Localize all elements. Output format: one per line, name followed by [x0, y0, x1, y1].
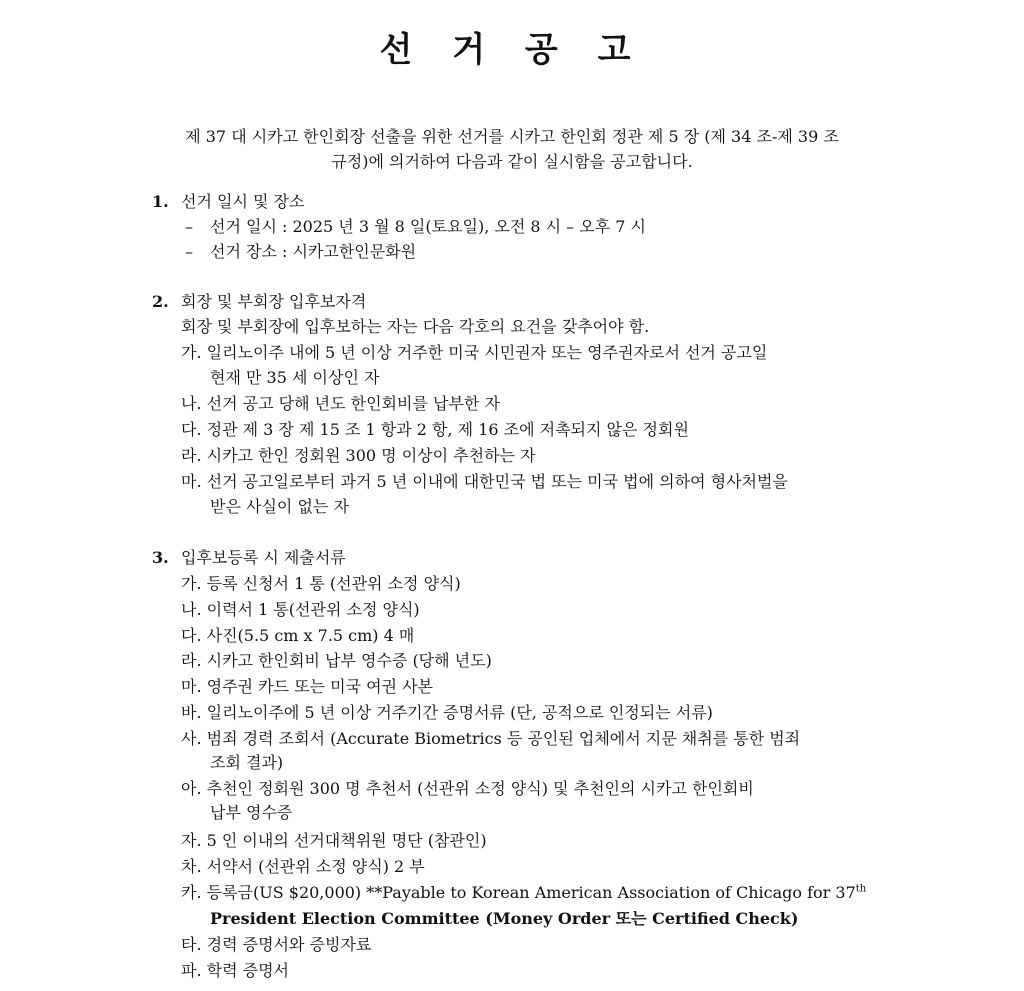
- intro-line-1: 제 37 대 시카고 한인회장 선출을 위한 선거를 시카고 한인회 정관 제 5 장 (제 34 조-제 39 조: [185, 127, 839, 146]
- document-cha: 차. 서약서 (선관위 소정 양식) 2 부: [181, 857, 425, 876]
- document-ka: [181, 880, 866, 905]
- document-pa: 파. 학력 증명서: [181, 961, 289, 980]
- document-ra: 라. 시카고 한인회비 납부 영수증 (당해 년도): [181, 651, 492, 670]
- document-ja: 자. 5 인 이내의 선거대책위원 명단 (참관인): [181, 831, 487, 850]
- document-sa-cont: 조회 결과): [210, 753, 284, 772]
- registration-fee: 카. 등록금(US $20,000) **Payable to Korean American Association of Chicago for 37: [181, 883, 856, 902]
- document-ga: 가. 등록 신청서 1 통 (선관위 소정 양식): [181, 574, 461, 593]
- document-ba: 바. 일리노이주에 5 년 이상 거주기간 증명서류 (단, 공적으로 인정되는 서류): [181, 703, 713, 722]
- section-1-heading: 선거 일시 및 장소: [181, 192, 305, 211]
- intro-line-2: 규정)에 의거하여 다음과 같이 실시함을 공고합니다.: [331, 152, 693, 171]
- document-sa: 사. 범죄 경력 조회서 (Accurate Biometrics 등 공인된 업체에서 지문 채취를 통한 범죄: [181, 729, 801, 748]
- requirement-ma-cont: 받은 사실이 없는 자: [210, 497, 349, 516]
- requirement-ga: 가. 일리노이주 내에 5 년 이상 거주한 미국 시민권자 또는 영주권자로서 선거 공고일: [181, 343, 768, 362]
- dash-marker: –: [185, 242, 193, 261]
- requirement-ga-cont: 현재 만 35 세 이상인 자: [210, 368, 380, 387]
- dash-marker: –: [185, 217, 193, 236]
- document-a-cont: 납부 영수증: [210, 803, 293, 822]
- section-1-number: 1.: [152, 192, 169, 211]
- requirement-ma: 마. 선거 공고일로부터 과거 5 년 이내에 대한민국 법 또는 미국 법에 의하여 형사처벌을: [181, 472, 788, 491]
- election-place: 선거 장소 : 시카고한인문화원: [210, 242, 417, 261]
- section-3-number: 3.: [152, 548, 169, 567]
- ordinal-suffix: th: [855, 883, 867, 895]
- section-2-heading: 회장 및 부회장 입후보자격: [181, 292, 367, 311]
- section-3-heading: 입후보등록 시 제출서류: [181, 548, 346, 567]
- intro-paragraph: [120, 124, 904, 174]
- election-date: 선거 일시 : 2025 년 3 월 8 일(토요일), 오전 8 시 – 오후 7 시: [210, 217, 646, 236]
- document-ta: 타. 경력 증명서와 증빙자료: [181, 935, 372, 954]
- document-a: 아. 추천인 정회원 300 명 추천서 (선관위 소정 양식) 및 추천인의 시카고 한인회비: [181, 779, 754, 798]
- page-title: 선 거 공 고: [379, 30, 645, 70]
- document-na: 나. 이력서 1 통(선관위 소정 양식): [181, 600, 420, 619]
- requirement-na: 나. 선거 공고 당해 년도 한인회비를 납부한 자: [181, 394, 500, 413]
- section-2-number: 2.: [152, 292, 169, 311]
- document-ka-cont: President Election Committee (Money Order 또는 Certified Check): [210, 909, 799, 928]
- requirement-ra: 라. 시카고 한인 정회원 300 명 이상이 추천하는 자: [181, 446, 536, 465]
- document-da: 다. 사진(5.5 cm x 7.5 cm) 4 매: [181, 626, 415, 645]
- requirement-da: 다. 정관 제 3 장 제 15 조 1 항과 2 항, 제 16 조에 저촉되지 않은 정회원: [181, 420, 689, 439]
- section-2-intro: 회장 및 부회장에 입후보하는 자는 다음 각호의 요건을 갖추어야 함.: [181, 317, 650, 336]
- document-ma: 마. 영주권 카드 또는 미국 여권 사본: [181, 677, 433, 696]
